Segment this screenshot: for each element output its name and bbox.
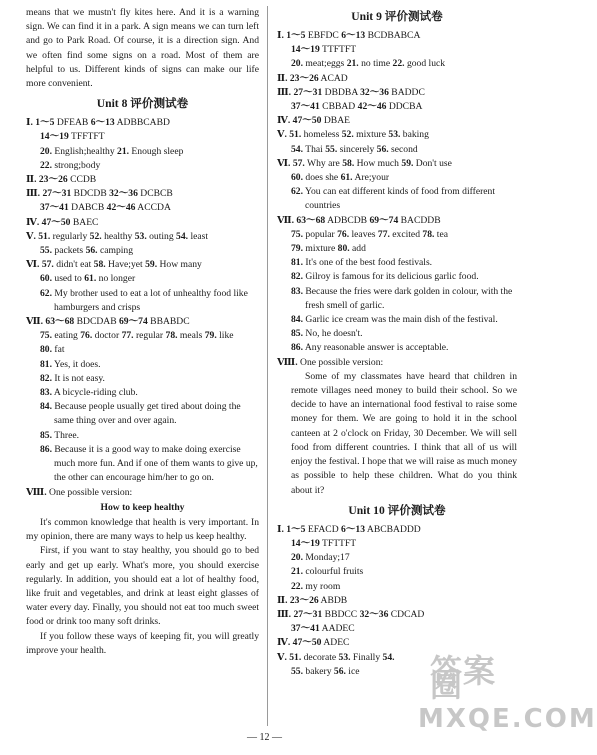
answer-text: no longer: [96, 273, 136, 285]
answer-text: strong;body: [52, 159, 101, 171]
question-number: 14～19: [291, 537, 320, 549]
question-number: Ⅶ. 63～68: [26, 316, 75, 328]
page-number: — 12 —: [247, 732, 282, 743]
question-number: 83.: [291, 285, 303, 297]
unit9-essay: Some of my classmates have heard that children in remote villages need money to build their school. So we decide to have an international food festival to raise some money for them. We are going to hold it in the school canteen at 2 o'clock on Friday, 30 December. We will sell food from different countries. I think that all of us will enjoy the festival. I hope that we will raise as much money as possible to help these children. What do you think about it?: [291, 370, 517, 496]
question-number: Ⅰ. 1～5: [277, 30, 306, 41]
question-number: Ⅳ. 47～50: [277, 115, 322, 127]
question-number: Ⅲ. 27～31: [26, 188, 72, 200]
question-number: 84.: [40, 401, 52, 413]
question-number: Ⅲ. 27～31: [277, 608, 323, 620]
question-number: 60.: [40, 273, 52, 285]
answer-text: used to: [52, 273, 85, 285]
answer-text: Any reasonable answer is acceptable.: [303, 342, 449, 354]
question-number: Ⅴ. 51.: [277, 129, 302, 141]
question-number: 61.: [340, 172, 353, 184]
question-number: 56.: [376, 143, 389, 155]
answer-text: ADBCDB: [325, 214, 370, 226]
question-number: 76.: [80, 330, 93, 342]
question-number: 58.: [342, 157, 355, 169]
answer-text: Garlic ice cream was the main dish of the festival.: [303, 314, 498, 326]
answer-text: sincerely: [337, 143, 377, 155]
answer-line: [277, 171, 517, 185]
answer-text: good luck: [404, 58, 446, 70]
answer-text: ice: [345, 665, 360, 677]
answer-text: ADBBCABD: [114, 117, 170, 129]
answer-text: Three.: [52, 429, 79, 441]
question-number: 85.: [40, 429, 52, 441]
answer-text: decorate: [301, 651, 339, 663]
answer-text: TFFTFT: [68, 131, 105, 143]
answer-line: [26, 244, 259, 258]
answer-line: [26, 287, 259, 315]
answer-text: leaves: [349, 228, 378, 240]
answer-text: popular: [303, 228, 338, 240]
answer-text: Monday;17: [303, 552, 350, 564]
answer-text: No, he doesn't.: [303, 328, 363, 340]
answer-text: BACDDB: [398, 214, 441, 226]
question-number: 20.: [291, 58, 303, 70]
answer-text: DFEAB: [54, 117, 91, 129]
answer-text: CDCAD: [388, 608, 425, 620]
answer-line: [277, 86, 517, 100]
question-number: 82.: [40, 372, 52, 384]
answer-text: AADEC: [319, 623, 355, 635]
answer-line: [277, 636, 517, 650]
question-number: Ⅶ. 63～68: [277, 214, 326, 226]
unit10-answers: [277, 523, 517, 679]
answer-text: Because it is a good way to make doing exercise much more fun. And if one of them wants to give up, the other can encourage him/her to go on.: [52, 443, 258, 484]
question-number: 69～74: [119, 316, 148, 328]
question-number: 37～41: [291, 623, 320, 635]
answer-line: [26, 329, 259, 343]
answer-text: Why are: [304, 157, 343, 169]
answer-line: [26, 400, 259, 428]
question-number: 59.: [145, 259, 158, 271]
answer-line: [277, 565, 517, 579]
answer-text: does she: [303, 172, 341, 184]
answer-line: [277, 57, 517, 71]
answer-text: Because people usually get tired about doing the same thing over and over again.: [52, 401, 241, 427]
question-number: 77.: [377, 228, 390, 240]
answer-line: [277, 100, 517, 114]
answer-line: [277, 594, 517, 608]
answer-text: Because the fries were dark golden in colour, with the fresh smell of garlic.: [303, 285, 513, 311]
answer-text: Finally: [350, 651, 383, 663]
answer-line: [277, 285, 517, 313]
answer-line: [26, 272, 259, 286]
answer-text: How much: [354, 157, 402, 169]
answer-line: [277, 29, 517, 43]
question-number: 79.: [291, 243, 303, 255]
answer-line: [277, 608, 517, 622]
answer-text: You can eat different kinds of food from different countries: [303, 186, 496, 212]
answer-line: [277, 327, 517, 341]
question-number: 52.: [341, 129, 354, 141]
question-number: 75.: [291, 228, 303, 240]
intro-paragraph: means that we mustn't fly kites here. And it is a warning sign. We can find it in a park. A sign means we can turn left and go to Park Road. Of course, it is a direction sign. And we often find some signs on a road. Most of them are helpful to us. Different kinds of signs can make our life more convenient.: [26, 7, 259, 90]
answer-text: packets: [52, 245, 86, 257]
question-number: 14～19: [291, 44, 320, 56]
question-number: 32～36: [109, 188, 138, 200]
answer-line: [277, 228, 517, 242]
question-number: 55.: [291, 665, 303, 677]
question-number: 53.: [338, 651, 351, 663]
question-number: 58.: [93, 259, 106, 271]
answer-line: [26, 443, 259, 486]
question-number: 76.: [337, 228, 350, 240]
answer-text: outing: [146, 230, 177, 242]
answer-text: camping: [97, 245, 134, 257]
essay-paragraph-1: It's common knowledge that health is very important. In my opinion, there are many ways to help us keep healthy.: [26, 516, 259, 543]
answer-text: Enough sleep: [129, 145, 184, 157]
answer-text: BADDC: [388, 86, 425, 98]
answer-text: How many: [157, 259, 202, 271]
question-number: 21.: [117, 145, 130, 157]
question-number: 20.: [291, 552, 303, 564]
question-number: 55.: [40, 245, 52, 257]
answer-text: ACAD: [318, 72, 348, 84]
answer-text: ABCBADDD: [365, 523, 421, 535]
question-number: 86.: [40, 443, 52, 455]
answer-text: DDCBA: [386, 101, 423, 113]
question-number: Ⅱ. 23～26: [277, 72, 319, 84]
answer-text: BDCDB: [71, 188, 110, 200]
answer-text: regularly: [50, 230, 90, 242]
answer-line: [26, 159, 259, 173]
question-number: Ⅱ. 23～26: [26, 174, 68, 186]
question-number: 21.: [291, 566, 303, 578]
answer-text: bakery: [303, 665, 334, 677]
question-number: Ⅳ. 47～50: [26, 216, 71, 228]
question-number: 78.: [165, 330, 178, 342]
question-number: 54.: [176, 230, 189, 242]
question-number: 83.: [40, 387, 52, 399]
question-number: 53.: [134, 230, 147, 242]
answer-text: regular: [133, 330, 166, 342]
question-number: 82.: [291, 271, 303, 283]
question-number: Ⅱ. 23～26: [277, 594, 319, 606]
question-number: Ⅴ. 51.: [277, 651, 302, 663]
question-number: 78.: [422, 228, 435, 240]
answer-text: TFTTFT: [319, 537, 357, 549]
answer-line: [26, 386, 259, 400]
question-number: 81.: [40, 358, 52, 370]
answer-text: tea: [434, 228, 448, 240]
answer-line: [26, 130, 259, 144]
answer-line: [277, 157, 517, 171]
answer-line: [26, 486, 259, 500]
answer-line: [277, 313, 517, 327]
answer-line: [277, 114, 517, 128]
question-number: 60.: [291, 172, 303, 184]
question-number: 81.: [291, 257, 303, 269]
question-number: 56.: [333, 665, 346, 677]
question-number: 62.: [291, 186, 303, 198]
question-number: 42～46: [357, 101, 387, 113]
answer-text: It is not easy.: [52, 372, 105, 384]
answer-text: BBDCC: [322, 608, 360, 620]
answer-text: BDCDAB: [74, 316, 119, 328]
question-number: 85.: [291, 328, 303, 340]
answer-text: ADEC: [321, 637, 350, 649]
answer-text: Have;yet: [105, 259, 146, 271]
answer-text: DCBCB: [137, 188, 173, 200]
question-number: 6～13: [341, 523, 366, 535]
question-number: 59.: [401, 157, 414, 169]
question-number: 52.: [89, 230, 102, 242]
answer-text: ACCDA: [135, 202, 171, 214]
answer-line: [277, 523, 517, 537]
answer-line: [277, 242, 517, 256]
answer-text: mixture: [353, 129, 389, 141]
answer-text: no time: [358, 58, 393, 70]
answer-line: [26, 201, 259, 215]
watermark-text-url: MXQE.COM: [418, 704, 597, 734]
question-number: 69～74: [369, 214, 399, 226]
question-number: 20.: [40, 145, 52, 157]
question-number: 32～36: [359, 608, 389, 620]
answer-line: [277, 43, 517, 57]
answer-text: excited: [389, 228, 423, 240]
answer-line: [277, 256, 517, 270]
question-number: 32～36: [360, 86, 389, 98]
answer-text: healthy: [101, 230, 135, 242]
essay-title: How to keep healthy: [100, 501, 185, 513]
answer-text: doctor: [92, 330, 122, 342]
question-number: 6～13: [90, 117, 115, 129]
answer-text: Don't use: [413, 157, 452, 169]
answer-line: [277, 622, 517, 636]
answer-text: least: [188, 230, 209, 242]
question-number: 62.: [40, 287, 52, 299]
answer-line: [277, 143, 517, 157]
question-number: 37～41: [291, 101, 320, 113]
answer-text: add: [349, 243, 366, 255]
question-number: 75.: [40, 330, 52, 342]
answer-line: [26, 187, 259, 201]
answer-text: baking: [400, 129, 429, 141]
answer-text: CBBAD: [319, 101, 358, 113]
answer-line: [277, 341, 517, 355]
answer-text: Gilroy is famous for its delicious garlic food.: [303, 271, 479, 283]
answer-text: colourful fruits: [303, 566, 364, 578]
answer-text: eating: [52, 330, 81, 342]
answer-line: [277, 651, 517, 665]
answer-line: [277, 356, 517, 370]
answer-line: [277, 72, 517, 86]
answer-text: BAEC: [70, 216, 99, 228]
unit10-title: Unit 10 评价测试卷: [348, 503, 446, 517]
answer-line: [26, 258, 259, 272]
question-number: 55.: [325, 143, 338, 155]
answer-text: One possible version:: [297, 356, 384, 368]
answer-line: [26, 173, 259, 187]
question-number: 14～19: [40, 131, 69, 143]
answer-line: [277, 214, 517, 228]
question-number: 77.: [121, 330, 134, 342]
question-number: 84.: [291, 314, 303, 326]
question-number: Ⅷ.: [277, 356, 298, 368]
question-number: 22.: [40, 159, 52, 171]
question-number: 79.: [204, 330, 217, 342]
answer-text: It's one of the best food festivals.: [303, 257, 433, 269]
question-number: 54.: [291, 143, 303, 155]
question-number: 22.: [392, 58, 405, 70]
question-number: Ⅵ. 57.: [26, 259, 54, 271]
answer-text: A bicycle-riding club.: [52, 387, 138, 399]
answer-text: CCDB: [67, 174, 97, 186]
answer-line: [26, 343, 259, 357]
question-number: Ⅲ. 27～31: [277, 86, 323, 98]
answer-line: [277, 580, 517, 594]
question-number: 22.: [291, 580, 303, 592]
answer-text: EFACD: [305, 523, 342, 535]
answer-text: didn't eat: [53, 259, 94, 271]
answer-text: Are;your: [352, 172, 390, 184]
answer-text: mixture: [303, 243, 338, 255]
unit8-title: Unit 8 评价测试卷: [96, 97, 189, 111]
question-number: 61.: [84, 273, 97, 285]
question-number: 80.: [40, 344, 52, 356]
answer-text: One possible version:: [46, 486, 133, 498]
answer-text: English;healthy: [52, 145, 118, 157]
answer-text: meals: [177, 330, 205, 342]
answer-line: [26, 230, 259, 244]
essay-paragraph-3: If you follow these ways of keeping fit, you will greatly improve your health.: [26, 630, 259, 656]
answer-line: [277, 537, 517, 551]
answer-text: DBDBA: [322, 86, 361, 98]
question-number: Ⅵ. 57.: [277, 157, 305, 169]
question-number: 86.: [291, 342, 303, 354]
answer-line: [26, 116, 259, 130]
answer-text: DABCB: [68, 202, 107, 214]
question-number: Ⅷ.: [26, 486, 47, 498]
answer-line: [26, 372, 259, 386]
question-number: Ⅴ. 51.: [26, 230, 51, 242]
answer-text: My brother used to eat a lot of unhealthy food like hamburgers and crisps: [52, 287, 248, 313]
question-number: 6～13: [341, 30, 366, 41]
answer-line: [277, 128, 517, 142]
question-number: 54.: [382, 651, 395, 663]
answer-text: Thai: [303, 143, 326, 155]
question-number: 80.: [337, 243, 350, 255]
answer-text: BBABDC: [147, 316, 190, 328]
answer-text: fat: [52, 344, 65, 356]
column-divider: [267, 6, 268, 726]
question-number: Ⅳ. 47～50: [277, 637, 322, 649]
answer-text: BCDBABCA: [365, 30, 421, 41]
left-column: [26, 6, 259, 658]
answer-text: Yes, it does.: [52, 358, 101, 370]
answer-text: homeless: [301, 129, 342, 141]
answer-line: [277, 551, 517, 565]
right-column: [277, 6, 517, 679]
answer-line: [26, 358, 259, 372]
answer-line: [26, 216, 259, 230]
answer-text: EBFDC: [305, 30, 342, 41]
answer-text: my room: [303, 580, 341, 592]
essay-paragraph-2: First, if you want to stay healthy, you should go to bed early and get up early. What's more, you should exercise regularly. In addition, you should eat a lot of healthy food, like fruit and vegetables, and drink at least eight glasses of water every day. Finally, you should not eat too much sweet food or drink too many soft drinks.: [26, 545, 259, 628]
answer-line: [277, 665, 517, 679]
answer-text: meat;eggs: [303, 58, 347, 70]
question-number: 53.: [388, 129, 401, 141]
answer-line: [26, 145, 259, 159]
unit9-answers: [277, 29, 517, 370]
answer-line: [277, 270, 517, 284]
answer-text: TTFTFT: [319, 44, 357, 56]
answer-text: like: [216, 330, 234, 342]
question-number: 56.: [85, 245, 98, 257]
answer-text: DBAE: [321, 115, 350, 127]
answer-line: [26, 315, 259, 329]
answer-line: [26, 429, 259, 443]
unit9-title: Unit 9 评价测试卷: [351, 10, 443, 23]
answer-text: ABDB: [318, 594, 348, 606]
question-number: 37～41: [40, 202, 69, 214]
unit8-answers: [26, 116, 259, 499]
question-number: Ⅰ. 1～5: [277, 523, 306, 535]
answer-line: [277, 185, 517, 213]
question-number: Ⅰ. 1～5: [26, 117, 55, 129]
question-number: 21.: [346, 58, 359, 70]
answer-text: second: [388, 143, 418, 155]
watermark-text-cn: 答案圈: [430, 652, 497, 705]
question-number: 42～46: [106, 202, 136, 214]
